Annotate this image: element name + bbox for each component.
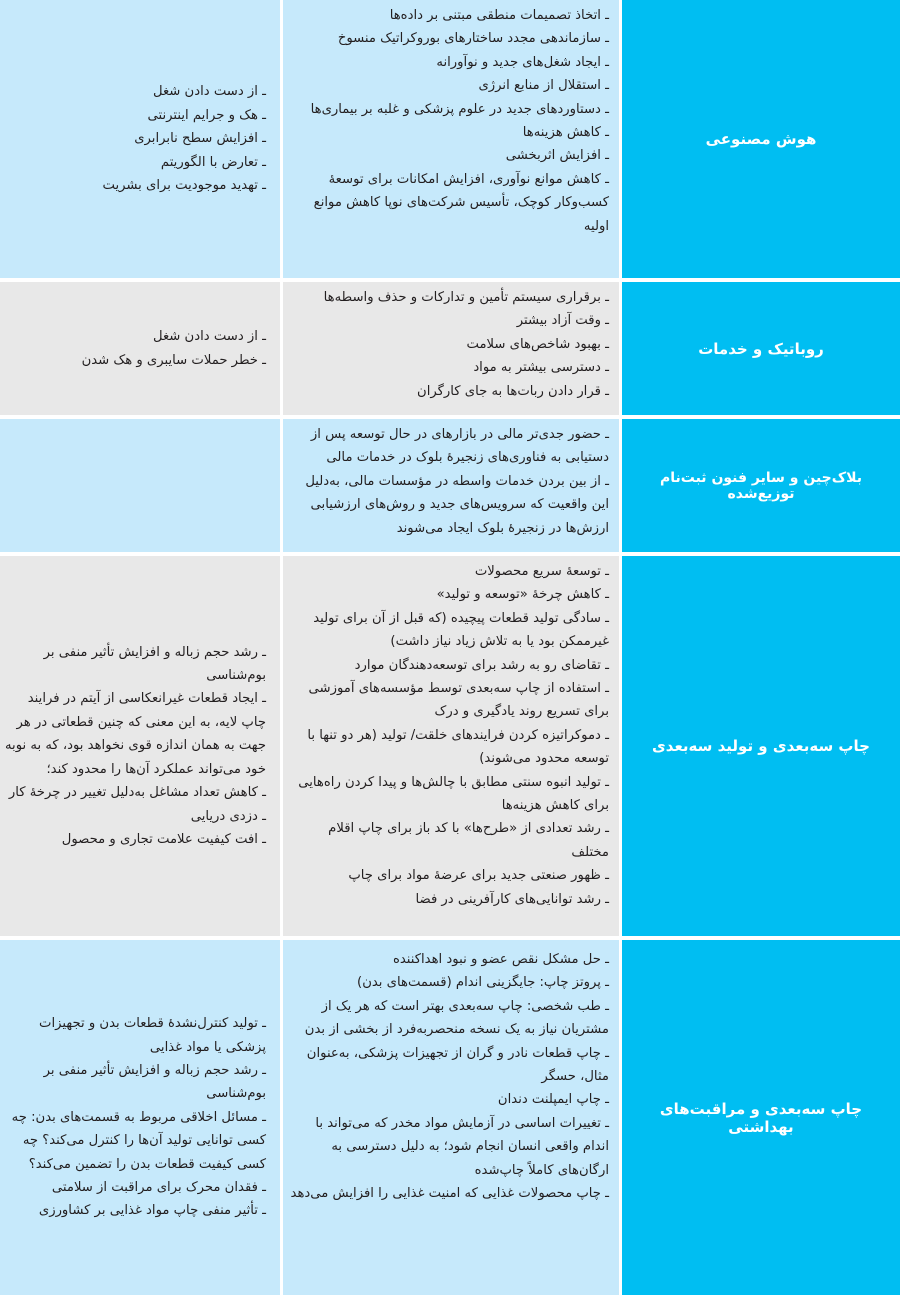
list-item: ـ برقراری سیستم تأمین و تدارکات و حذف واسطه‌ها bbox=[287, 286, 609, 309]
table-row-robotics bbox=[0, 282, 900, 415]
technology-cell bbox=[622, 940, 900, 1295]
list-item: ـ هک و جرایم اینترنتی bbox=[4, 104, 266, 127]
risks-cell bbox=[0, 0, 280, 278]
technology-label: چاپ سه‌بعدی و تولید سه‌بعدی bbox=[652, 737, 870, 755]
risks-list bbox=[4, 80, 266, 197]
opportunities-list bbox=[287, 946, 609, 1205]
list-item: ـ حل مشکل نقص عضو و نبود اهداکننده bbox=[287, 948, 609, 971]
list-item: ـ از بین بردن خدمات واسطه در مؤسسات مالی، به‌دلیل این واقعیت که سرویس‌های جدید و روش‌های ارزشیابی ارزش‌ها در زنجیرهٔ بلوک ایجاد می‌شوند bbox=[287, 470, 609, 540]
list-item: ـ سازماندهی مجدد ساختارهای بوروکراتیک منسوخ bbox=[287, 27, 609, 50]
list-item: ـ استقلال از منابع انرژی bbox=[287, 74, 609, 97]
list-item: ـ بهبود شاخص‌های سلامت bbox=[287, 333, 609, 356]
list-item: ـ دزدی دریایی bbox=[4, 805, 266, 828]
table-row-3d-printing bbox=[0, 556, 900, 936]
list-item: ـ تعارض با الگوریتم bbox=[4, 151, 266, 174]
list-item: ـ رشد تعدادی از «طرح‌ها» با کد باز برای چاپ اقلام مختلف bbox=[287, 817, 609, 864]
list-item: ـ رشد حجم زباله و افزایش تأثیر منفی بر بوم‌شناسی bbox=[4, 1059, 266, 1106]
technology-cell bbox=[622, 0, 900, 278]
list-item: ـ دموکراتیزه کردن فرایندهای خلقت/ تولید (هر دو تنها با توسعه محدود می‌شوند) bbox=[287, 724, 609, 771]
risks-cell bbox=[0, 556, 280, 936]
table-row-3d-healthcare bbox=[0, 940, 900, 1295]
risks-cell bbox=[0, 940, 280, 1295]
list-item: ـ پروتز چاپ: جایگزینی اندام (قسمت‌های بدن) bbox=[287, 971, 609, 994]
list-item: ـ کاهش موانع نوآوری، افزایش امکانات برای توسعهٔ کسب‌وکار کوچک، تأسیس شرکت‌های نوپا کاهش موانع اولیه bbox=[287, 168, 609, 238]
opportunities-list bbox=[287, 284, 609, 403]
list-item: ـ تهدید موجودیت برای بشریت bbox=[4, 174, 266, 197]
technology-label: روباتیک و خدمات bbox=[698, 339, 824, 358]
list-item: ـ افزایش اثربخشی bbox=[287, 144, 609, 167]
opportunities-list bbox=[287, 2, 609, 238]
list-item: ـ ظهور صنعتی جدید برای عرضهٔ مواد برای چاپ bbox=[287, 864, 609, 887]
list-item: ـ از دست دادن شغل bbox=[4, 325, 266, 348]
list-item: ـ چاپ ایمپلنت دندان bbox=[287, 1088, 609, 1111]
list-item: ـ تولید انبوه سنتی مطابق با چالش‌ها و پیدا کردن راه‌هایی برای کاهش هزینه‌ها bbox=[287, 771, 609, 818]
list-item: ـ خطر حملات سایبری و هک شدن bbox=[4, 349, 266, 372]
table-row-blockchain bbox=[0, 419, 900, 552]
list-item: ـ فقدان محرک برای مراقبت از سلامتی bbox=[4, 1176, 266, 1199]
list-item: ـ دسترسی بیشتر به مواد bbox=[287, 356, 609, 379]
risks-list bbox=[4, 1012, 266, 1223]
opportunities-cell bbox=[283, 556, 619, 936]
list-item: ـ چاپ قطعات نادر و گران از تجهیزات پزشکی، به‌عنوان مثال، حسگر bbox=[287, 1042, 609, 1089]
list-item: ـ ایجاد قطعات غیرانعکاسی از آیتم در فرایند چاپ لایه، به این معنی که چنین قطعاتی در هر جهت به همان اندازه قوی نخواهد بود، که به نوبه خود می‌تواند عملکرد آن‌ها را محدود کند؛ bbox=[4, 687, 266, 781]
table-row-ai bbox=[0, 0, 900, 278]
list-item: ـ کاهش هزینه‌ها bbox=[287, 121, 609, 144]
list-item: ـ رشد توانایی‌های کارآفرینی در فضا bbox=[287, 888, 609, 911]
opportunities-cell bbox=[283, 940, 619, 1295]
list-item: ـ رشد حجم زباله و افزایش تأثیر منفی بر بوم‌شناسی bbox=[4, 641, 266, 688]
list-item: ـ افزایش سطح نابرابری bbox=[4, 127, 266, 150]
list-item: ـ حضور جدی‌تر مالی در بازارهای در حال توسعه پس از دستیابی به فناوری‌های زنجیرهٔ بلوک در خدمات مالی bbox=[287, 423, 609, 470]
list-item: ـ مسائل اخلاقی مربوط به قسمت‌های بدن: چه کسی توانایی تولید آن‌ها را کنترل می‌کند؟ چه کسی کیفیت قطعات بدن را تضمین می‌کند؟ bbox=[4, 1106, 266, 1176]
list-item: ـ از دست دادن شغل bbox=[4, 80, 266, 103]
list-item: ـ افت کیفیت علامت تجاری و محصول bbox=[4, 828, 266, 851]
technology-label: چاپ سه‌بعدی و مراقبت‌های بهداشتی bbox=[659, 1099, 863, 1136]
list-item: ـ ایجاد شغل‌های جدید و نوآورانه bbox=[287, 51, 609, 74]
list-item: ـ کاهش چرخهٔ «توسعه و تولید» bbox=[287, 583, 609, 606]
technology-cell bbox=[622, 556, 900, 936]
list-item: ـ وقت آزاد بیشتر bbox=[287, 309, 609, 332]
risks-cell bbox=[0, 282, 280, 415]
list-item: ـ کاهش تعداد مشاغل به‌دلیل تغییر در چرخهٔ کار bbox=[4, 781, 266, 804]
technology-cell bbox=[622, 419, 900, 552]
opportunities-list bbox=[287, 421, 609, 540]
list-item: ـ قرار دادن ربات‌ها به جای کارگران bbox=[287, 380, 609, 403]
list-item: ـ توسعهٔ سریع محصولات bbox=[287, 560, 609, 583]
list-item: ـ اتخاذ تصمیمات منطقی مبتنی بر داده‌ها bbox=[287, 4, 609, 27]
list-item: ـ تولید کنترل‌نشدهٔ قطعات بدن و تجهیزات پزشکی یا مواد غذایی bbox=[4, 1012, 266, 1059]
risks-cell-empty bbox=[0, 419, 280, 552]
opportunities-cell bbox=[283, 282, 619, 415]
risks-list bbox=[4, 641, 266, 852]
list-item: ـ تغییرات اساسی در آزمایش مواد مخدر که می‌تواند با اندام واقعی انسان انجام شود؛ به دلیل دسترسی به ارگان‌های کاملاً چاپ‌شده bbox=[287, 1112, 609, 1182]
list-item: ـ استفاده از چاپ سه‌بعدی توسط مؤسسه‌های آموزشی برای تسریع روند یادگیری و درک bbox=[287, 677, 609, 724]
list-item: ـ تأثیر منفی چاپ مواد غذایی بر کشاورزی bbox=[4, 1199, 266, 1222]
opportunities-list bbox=[287, 558, 609, 911]
list-item: ـ تقاضای رو به رشد برای توسعه‌دهندگان موارد bbox=[287, 654, 609, 677]
list-item: ـ چاپ محصولات غذایی که امنیت غذایی را افزایش می‌دهد bbox=[287, 1182, 609, 1205]
list-item: ـ طب شخصی: چاپ سه‌بعدی بهتر است که هر یک از مشتریان نیاز به یک نسخه منحصربه‌فرد از بخشی از بدن bbox=[287, 995, 609, 1042]
list-item: ـ دستاوردهای جدید در علوم پزشکی و غلبه بر بیماری‌ها bbox=[287, 98, 609, 121]
list-item: ـ سادگی تولید قطعات پیچیده (که قبل از آن برای تولید غیرممکن بود یا به تلاش زیاد نیاز داشت) bbox=[287, 607, 609, 654]
technology-label: هوش مصنوعی bbox=[705, 130, 817, 148]
technology-cell bbox=[622, 282, 900, 415]
opportunities-cell bbox=[283, 419, 619, 552]
risks-list bbox=[4, 325, 266, 372]
opportunities-cell bbox=[283, 0, 619, 278]
technology-label: بلاک‌چین و سایر فنون ثبت‌نام توزیع‌شده bbox=[660, 469, 862, 502]
